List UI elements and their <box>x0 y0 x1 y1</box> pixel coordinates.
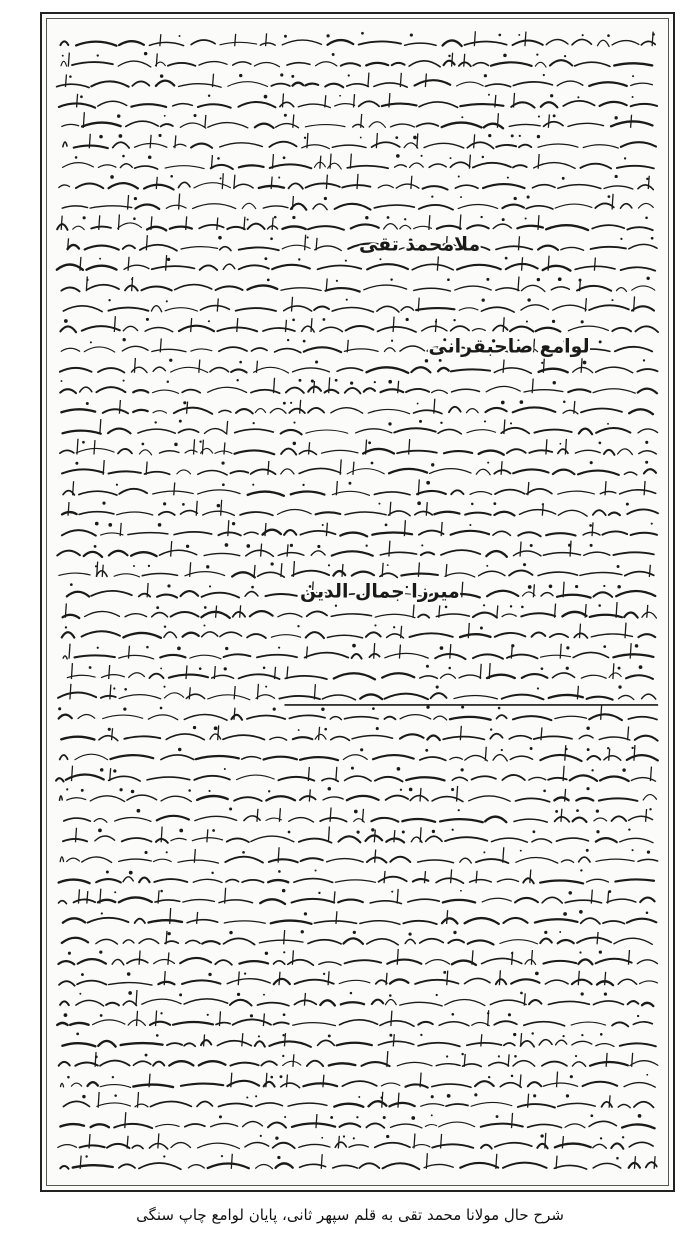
manuscript-line <box>63 154 654 169</box>
manuscript-line <box>58 949 657 965</box>
manuscript-line <box>62 500 658 516</box>
manuscript-line <box>63 1092 653 1108</box>
manuscript-scan <box>40 12 675 1192</box>
manuscript-line <box>63 479 656 495</box>
manuscript-line <box>62 459 656 475</box>
manuscript-line <box>63 602 657 618</box>
manuscript-line <box>58 888 654 904</box>
manuscript-line <box>60 745 658 761</box>
manuscript-line <box>61 338 652 353</box>
manuscript-line <box>62 623 655 639</box>
manuscript-line <box>61 52 652 67</box>
manuscript-line <box>57 541 654 557</box>
manuscript-line <box>62 1032 655 1047</box>
manuscript-line <box>60 31 655 46</box>
manuscript-line <box>59 1051 658 1067</box>
manuscript-line <box>63 133 656 149</box>
manuscript-line <box>56 766 655 782</box>
manuscript-heading: لوامع صاحبقرانی <box>428 335 590 358</box>
manuscript-line <box>62 520 657 536</box>
manuscript-line <box>59 869 654 883</box>
manuscript-line <box>60 1112 654 1128</box>
manuscript-line <box>58 705 657 720</box>
manuscript-line <box>60 439 656 455</box>
manuscript-line <box>57 73 653 88</box>
manuscript-heading: میرزا جمال الدین <box>299 580 460 603</box>
manuscript-line <box>59 786 656 802</box>
manuscript-line <box>67 663 653 679</box>
manuscript-line <box>67 581 655 597</box>
manuscript-line <box>60 377 657 393</box>
manuscript-line <box>62 930 652 945</box>
manuscript-line <box>59 561 654 577</box>
manuscript-line <box>60 316 658 332</box>
manuscript-line <box>58 684 656 700</box>
manuscript-line <box>57 255 655 271</box>
manuscript-line <box>64 807 653 822</box>
figure-caption: شرح حال مولانا محمد تقی به قلم سپهر ثانی، پایان لوامع چاپ سنگی <box>136 1206 564 1224</box>
manuscript-line <box>61 277 654 292</box>
manuscript-line <box>63 296 654 312</box>
manuscript-line <box>60 847 658 863</box>
manuscript-line <box>62 419 657 434</box>
manuscript-line <box>60 358 658 373</box>
manuscript-line <box>59 93 657 108</box>
manuscript-line <box>60 1072 655 1088</box>
manuscript-line <box>60 1153 656 1169</box>
handwritten-text-block <box>42 14 673 1190</box>
manuscript-heading: ملامحمد تقی <box>359 233 481 256</box>
manuscript-line <box>63 826 653 842</box>
manuscript-line <box>63 643 653 659</box>
manuscript-line <box>68 235 657 251</box>
manuscript-line <box>58 1133 653 1149</box>
manuscript-line <box>59 970 657 985</box>
manuscript-line <box>59 173 654 189</box>
manuscript-line <box>61 725 657 740</box>
manuscript-line <box>60 990 653 1006</box>
manuscript-line <box>63 908 656 924</box>
manuscript-line <box>61 399 653 414</box>
manuscript-line <box>57 1010 652 1026</box>
manuscript-line <box>62 112 653 128</box>
manuscript-line <box>57 214 653 230</box>
manuscript-line <box>62 194 653 210</box>
